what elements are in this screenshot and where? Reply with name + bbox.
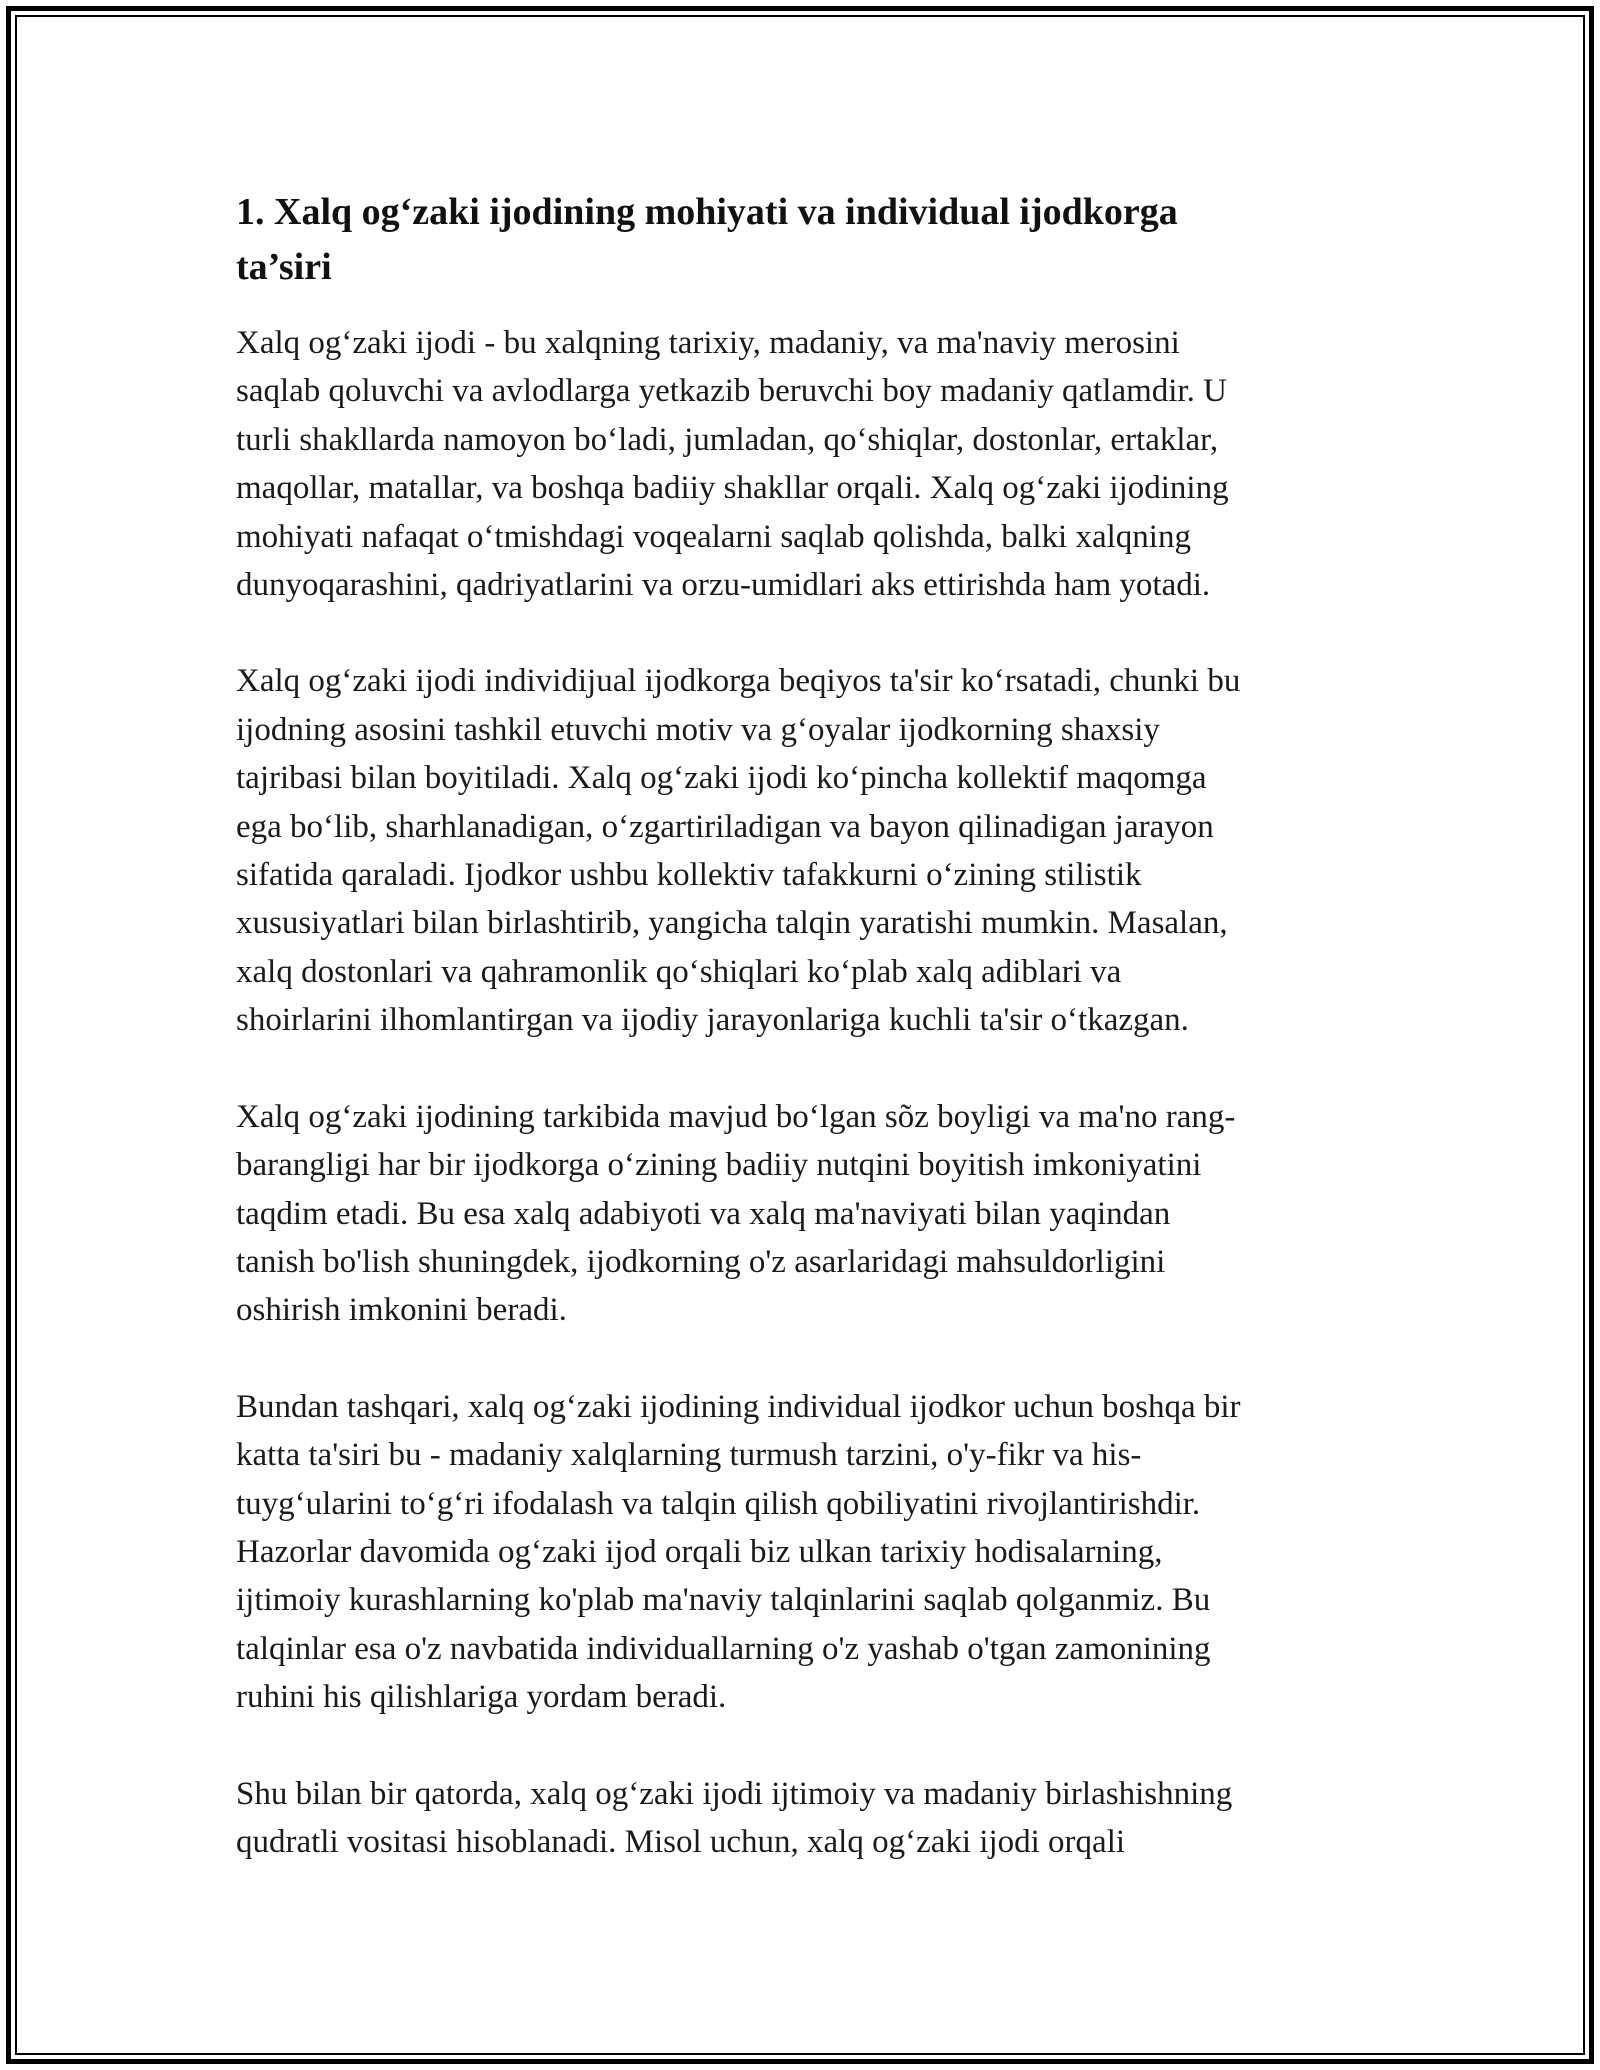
heading-line: 1. Xalq og‘zaki ijodining mohiyati va individual ijodkorga bbox=[236, 191, 1178, 233]
paragraph-3 bbox=[236, 1093, 1364, 1335]
paragraph-1 bbox=[236, 319, 1364, 609]
text-line: sifatida qaraladi. Ijodkor ushbu kollektiv tafakkurni o‘zining stilistik bbox=[236, 857, 1142, 894]
text-line: Shu bilan bir qatorda, xalq og‘zaki ijodi ijtimoiy va madaniy birlashishning bbox=[236, 1775, 1233, 1812]
text-line: taqdim etadi. Bu esa xalq adabiyoti va xalq ma'naviyati bilan yaqindan bbox=[236, 1195, 1171, 1232]
text-line: mohiyati nafaqat o‘tmishdagi voqealarni saqlab qolishda, balki xalqning bbox=[236, 518, 1191, 555]
text-line: turli shakllarda namoyon bo‘ladi, jumladan, qo‘shiqlar, dostonlar, ertaklar, bbox=[236, 421, 1219, 458]
text-line: ijodning asosini tashkil etuvchi motiv va g‘oyalar ijodkorning shaxsiy bbox=[236, 711, 1160, 748]
text-line: shoirlarini ilhomlantirgan va ijodiy jarayonlariga kuchli ta'sir o‘tkazgan. bbox=[236, 1002, 1189, 1039]
text-line: qudratli vositasi hisoblanadi. Misol uchun, xalq og‘zaki ijodi orqali bbox=[236, 1823, 1126, 1860]
text-line: ijtimoiy kurashlarning ko'plab ma'naviy talqinlarini saqlab qolganmiz. Bu bbox=[236, 1582, 1211, 1619]
text-line: Hazorlar davomida og‘zaki ijod orqali biz ulkan tarixiy hodisalarning, bbox=[236, 1533, 1163, 1570]
text-line: tuyg‘ularini to‘g‘ri ifodalash va talqin qilish qobiliyatini rivojlantirishdir. bbox=[236, 1485, 1201, 1522]
paragraph-4 bbox=[236, 1383, 1364, 1722]
text-line: maqollar, matallar, va boshqa badiiy shakllar orqali. Xalq og‘zaki ijodining bbox=[236, 470, 1229, 507]
document-body bbox=[236, 185, 1364, 1866]
text-line: xalq dostonlari va qahramonlik qo‘shiqlari ko‘plab xalq adiblari va bbox=[236, 953, 1122, 990]
paragraph-5 bbox=[236, 1770, 1364, 1867]
text-line: barangligi har bir ijodkorga o‘zining badiiy nutqini boyitish imkoniyatini bbox=[236, 1147, 1202, 1184]
text-line: tajribasi bilan boyitiladi. Xalq og‘zaki ijodi ko‘pincha kollektif maqomga bbox=[236, 760, 1207, 797]
section-heading bbox=[236, 185, 1364, 295]
text-line: Bundan tashqari, xalq og‘zaki ijodining individual ijodkor uchun boshqa bir bbox=[236, 1388, 1241, 1425]
text-line: Xalq og‘zaki ijodi individijual ijodkorga beqiyos ta'sir ko‘rsatadi, chunki bu bbox=[236, 663, 1241, 700]
text-line: saqlab qoluvchi va avlodlarga yetkazib beruvchi boy madaniy qatlamdir. U bbox=[236, 373, 1227, 410]
text-line: oshirish imkonini beradi. bbox=[236, 1292, 567, 1329]
text-line: dunyoqarashini, qadriyatlarini va orzu-umidlari aks ettirishda ham yotadi. bbox=[236, 567, 1211, 604]
text-line: xususiyatlari bilan birlashtirib, yangicha talqin yaratishi mumkin. Masalan, bbox=[236, 905, 1228, 942]
heading-line: ta’siri bbox=[236, 246, 332, 288]
text-line: Xalq og‘zaki ijodining tarkibida mavjud bo‘lgan sõz boyligi va ma'no rang- bbox=[236, 1098, 1236, 1135]
text-line: ega bo‘lib, sharhlanadigan, o‘zgartiriladigan va bayon qilinadigan jarayon bbox=[236, 808, 1214, 845]
text-line: katta ta'siri bu - madaniy xalqlarning turmush tarzini, o'y-fikr va his- bbox=[236, 1437, 1142, 1474]
text-line: talqinlar esa o'z navbatida individuallarning o'z yashab o'tgan zamonining bbox=[236, 1630, 1211, 1667]
text-line: tanish bo'lish shuningdek, ijodkorning o'z asarlaridagi mahsuldorligini bbox=[236, 1243, 1166, 1280]
text-line: ruhini his qilishlariga yordam beradi. bbox=[236, 1679, 727, 1716]
text-line: Xalq og‘zaki ijodi - bu xalqning tarixiy, madaniy, va ma'naviy merosini bbox=[236, 325, 1180, 361]
paragraph-2 bbox=[236, 657, 1364, 1044]
